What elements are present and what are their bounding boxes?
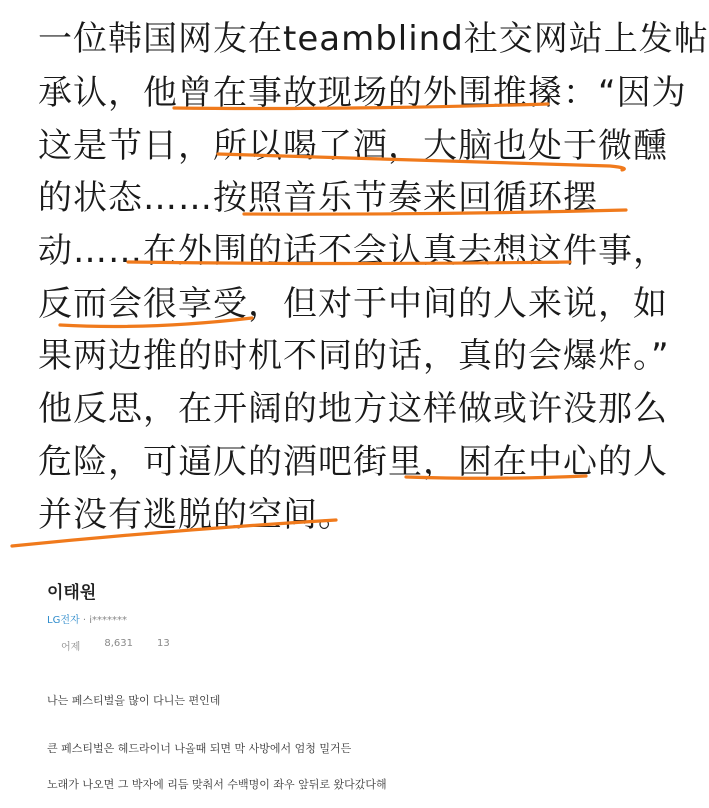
company-separator: · [79, 615, 90, 626]
post-paragraph-2: 큰 페스티벌은 헤드라이너 나올때 되면 막 사방에서 엄청 밀거든 [47, 742, 352, 755]
post-company-line [47, 611, 127, 626]
post-time: 어제 [61, 642, 81, 653]
article-line-8: 他反思，在开阔的地方这样做或许没那么 [38, 389, 668, 429]
article-line-3: 这是节日，所以喝了酒，大脑也处于微醺 [38, 126, 668, 166]
article-line-2: 承认，他曾在事故现场的外围推搡：“因为 [38, 73, 687, 113]
article-line-5: 动……在外围的话不会认真去想这件事， [38, 231, 668, 271]
article-line-6: 反而会很享受，但对于中间的人来说，如 [38, 284, 668, 324]
comment-count: 13 [156, 638, 170, 649]
post-meta [61, 638, 170, 653]
company-name[interactable]: LG전자 [47, 615, 80, 626]
article-line-7: 果两边推的时机不同的话，真的会爆炸。” [38, 336, 670, 376]
article-line-1: 一位韩国网友在teamblind社交网站上发帖 [38, 19, 709, 59]
article-line-9: 危险，可逼仄的酒吧街里，困在中心的人 [38, 442, 668, 482]
post-paragraph-1: 나는 페스티벌을 많이 다니는 편인데 [47, 694, 221, 707]
post-author: 이태원 [47, 583, 97, 603]
user-id: i******* [89, 615, 127, 626]
view-count: 8,631 [104, 638, 133, 649]
article-line-4: 的状态……按照音乐节奏来回循环摆 [38, 178, 598, 218]
post-paragraph-3: 노래가 나오면 그 박자에 리듬 맞춰서 수백명이 좌우 앞뒤로 왔다갔다해 [47, 778, 387, 791]
article-line-10: 并没有逃脱的空间。 [38, 495, 353, 535]
blind-post-screenshot [0, 560, 640, 808]
